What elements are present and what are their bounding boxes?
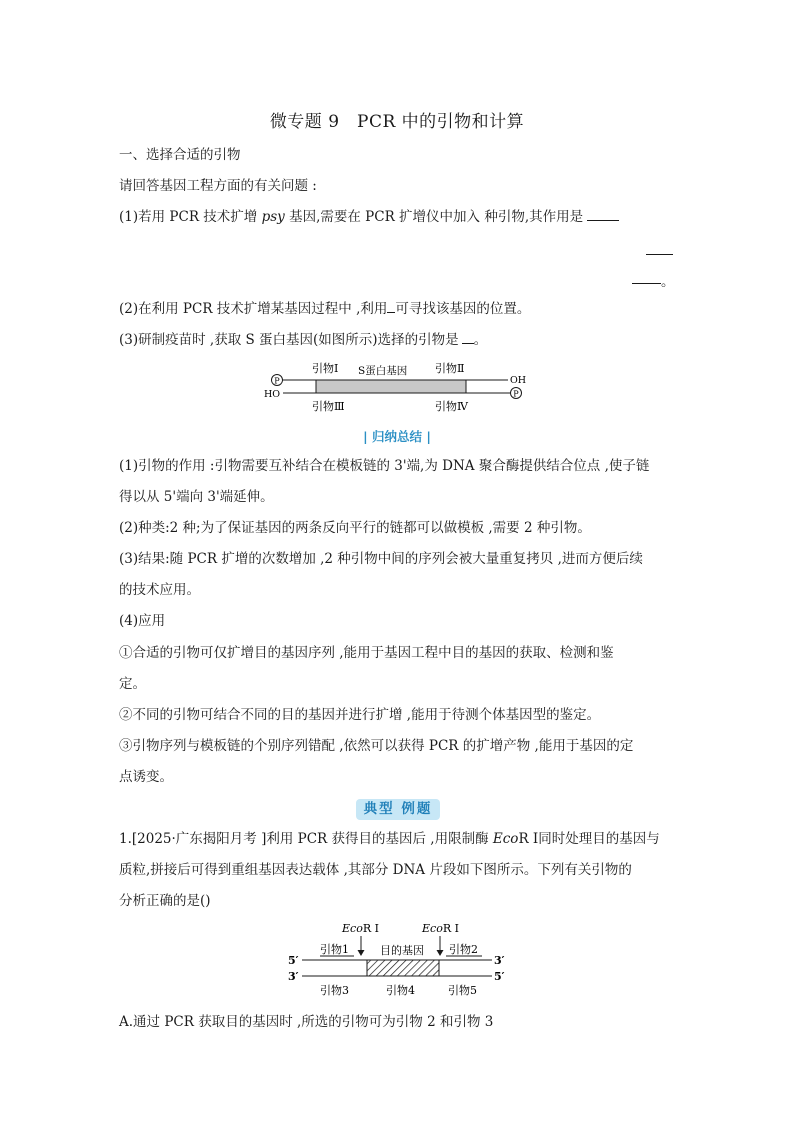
primer-3-label: 引物3 (320, 984, 349, 997)
summary-tag: | 归纳总结 | (363, 429, 431, 444)
summary-line: 的技术应用。 (119, 582, 200, 598)
end-3-top: 3′ (494, 954, 505, 967)
answer-blank[interactable] (462, 343, 474, 344)
phosphate-label-left: P (274, 376, 280, 386)
end-3-bottom: 3′ (288, 970, 299, 983)
example-question-line: 质粒,拼接后可得到重组基因表达载体 ,其部分 DNA 片段如下图所示。下列有关引物的 (119, 862, 632, 878)
example-tag: 典型 例题 (356, 799, 440, 820)
target-gene-region (367, 960, 439, 976)
primer-3-label: 引物Ⅲ (312, 400, 345, 413)
example-text-b: R Ⅰ同时处理目的基因与 (518, 831, 660, 847)
page-title: 微专题 9 PCR 中的引物和计算 (269, 112, 525, 132)
summary-line: (4)应用 (119, 613, 166, 629)
primer-4-label: 引物4 (386, 984, 415, 997)
q3-end: 。 (473, 332, 488, 348)
section-heading: 一、选择合适的引物 (119, 147, 241, 163)
summary-line: 点诱变。 (119, 769, 173, 785)
summary-line: ①合适的引物可仅扩增目的基因序列 ,能用于基因工程中目的基因的获取、检测和鉴 (119, 645, 614, 661)
intro-text: 请回答基因工程方面的有关问题 : (119, 178, 317, 194)
answer-blank[interactable] (632, 283, 661, 284)
ecori-right-label: EcoR Ⅰ (422, 922, 459, 935)
end-5-top: 5′ (288, 954, 299, 967)
ecori-left-arrowhead (358, 950, 365, 956)
answer-blank[interactable] (646, 254, 673, 255)
summary-line: ③引物序列与模板链的个别序列错配 ,依然可以获得 PCR 的扩增产物 ,能用于基因的定 (119, 738, 634, 754)
summary-line: 得以从 5'端向 3'端延伸。 (119, 489, 274, 505)
option-a[interactable]: A.通过 PCR 获取目的基因时 ,所选的引物可为引物 2 和引物 3 (119, 1014, 494, 1030)
q1-suffix: 基因,需要在 PCR 扩增仪中加入 种引物,其作用是 (284, 209, 584, 225)
question-3 (119, 331, 487, 349)
phosphate-label-right: P (513, 389, 519, 399)
enzyme-name: Eco (492, 831, 519, 847)
summary-line: 定。 (119, 676, 146, 692)
example-text-a: 1.[2025·广东揭阳月考 ]利用 PCR 获得目的基因后 ,用限制酶 (119, 831, 493, 847)
ho-label: HO (264, 389, 281, 400)
ecori-right-arrowhead (437, 950, 444, 956)
target-gene-diagram (282, 914, 517, 1000)
summary-line: (2)种类:2 种;为了保证基因的两条反向平行的链都可以做模板 ,需要 2 种引物。 (119, 520, 591, 536)
ecori-left-label: EcoR Ⅰ (342, 922, 379, 935)
question-1 (119, 208, 619, 226)
q3-text: (3)研制疫苗时 ,获取 S 蛋白基因(如图所示)选择的引物是 (119, 332, 459, 348)
q2-text-b: 可寻找该基因的位置。 (395, 301, 531, 317)
answer-blank[interactable] (587, 220, 619, 221)
s-gene-region (316, 380, 466, 393)
gene-label: S蛋白基因 (358, 365, 408, 377)
primer-5-label: 引物5 (448, 984, 477, 997)
primer-4-label: 引物Ⅳ (435, 400, 468, 413)
primer-1-label: 引物Ⅰ (312, 362, 339, 375)
summary-line: (1)引物的作用 :引物需要互补结合在模板链的 3'端,为 DNA 聚合酶提供结合位点 ,使子链 (119, 458, 650, 474)
q1-end-mark: 。 (661, 274, 675, 290)
q1-gene: psy (261, 209, 285, 225)
example-question-line (119, 830, 660, 848)
primer-2-label: 引物Ⅱ (435, 362, 465, 375)
question-2 (119, 300, 530, 318)
primer-1-label: 引物1 (320, 943, 349, 956)
q2-text-a: (2)在利用 PCR 技术扩增某基因过程中 ,利用 (119, 301, 388, 317)
summary-line: (3)结果:随 PCR 扩增的次数增加 ,2 种引物中间的序列会被大量重复拷贝 ,进而方便后续 (119, 551, 643, 567)
example-question-line: 分析正确的是() (119, 893, 211, 909)
end-5-bottom: 5′ (494, 970, 505, 983)
oh-label: OH (510, 375, 527, 386)
primer-2-label: 引物2 (449, 943, 478, 956)
q1-prefix: (1)若用 PCR 技术扩增 (119, 209, 262, 225)
summary-line: ②不同的引物可结合不同的目的基因并进行扩增 ,能用于待测个体基因型的鉴定。 (119, 707, 601, 723)
gene-label: 目的基因 (380, 944, 424, 957)
s-protein-gene-diagram (260, 358, 535, 414)
